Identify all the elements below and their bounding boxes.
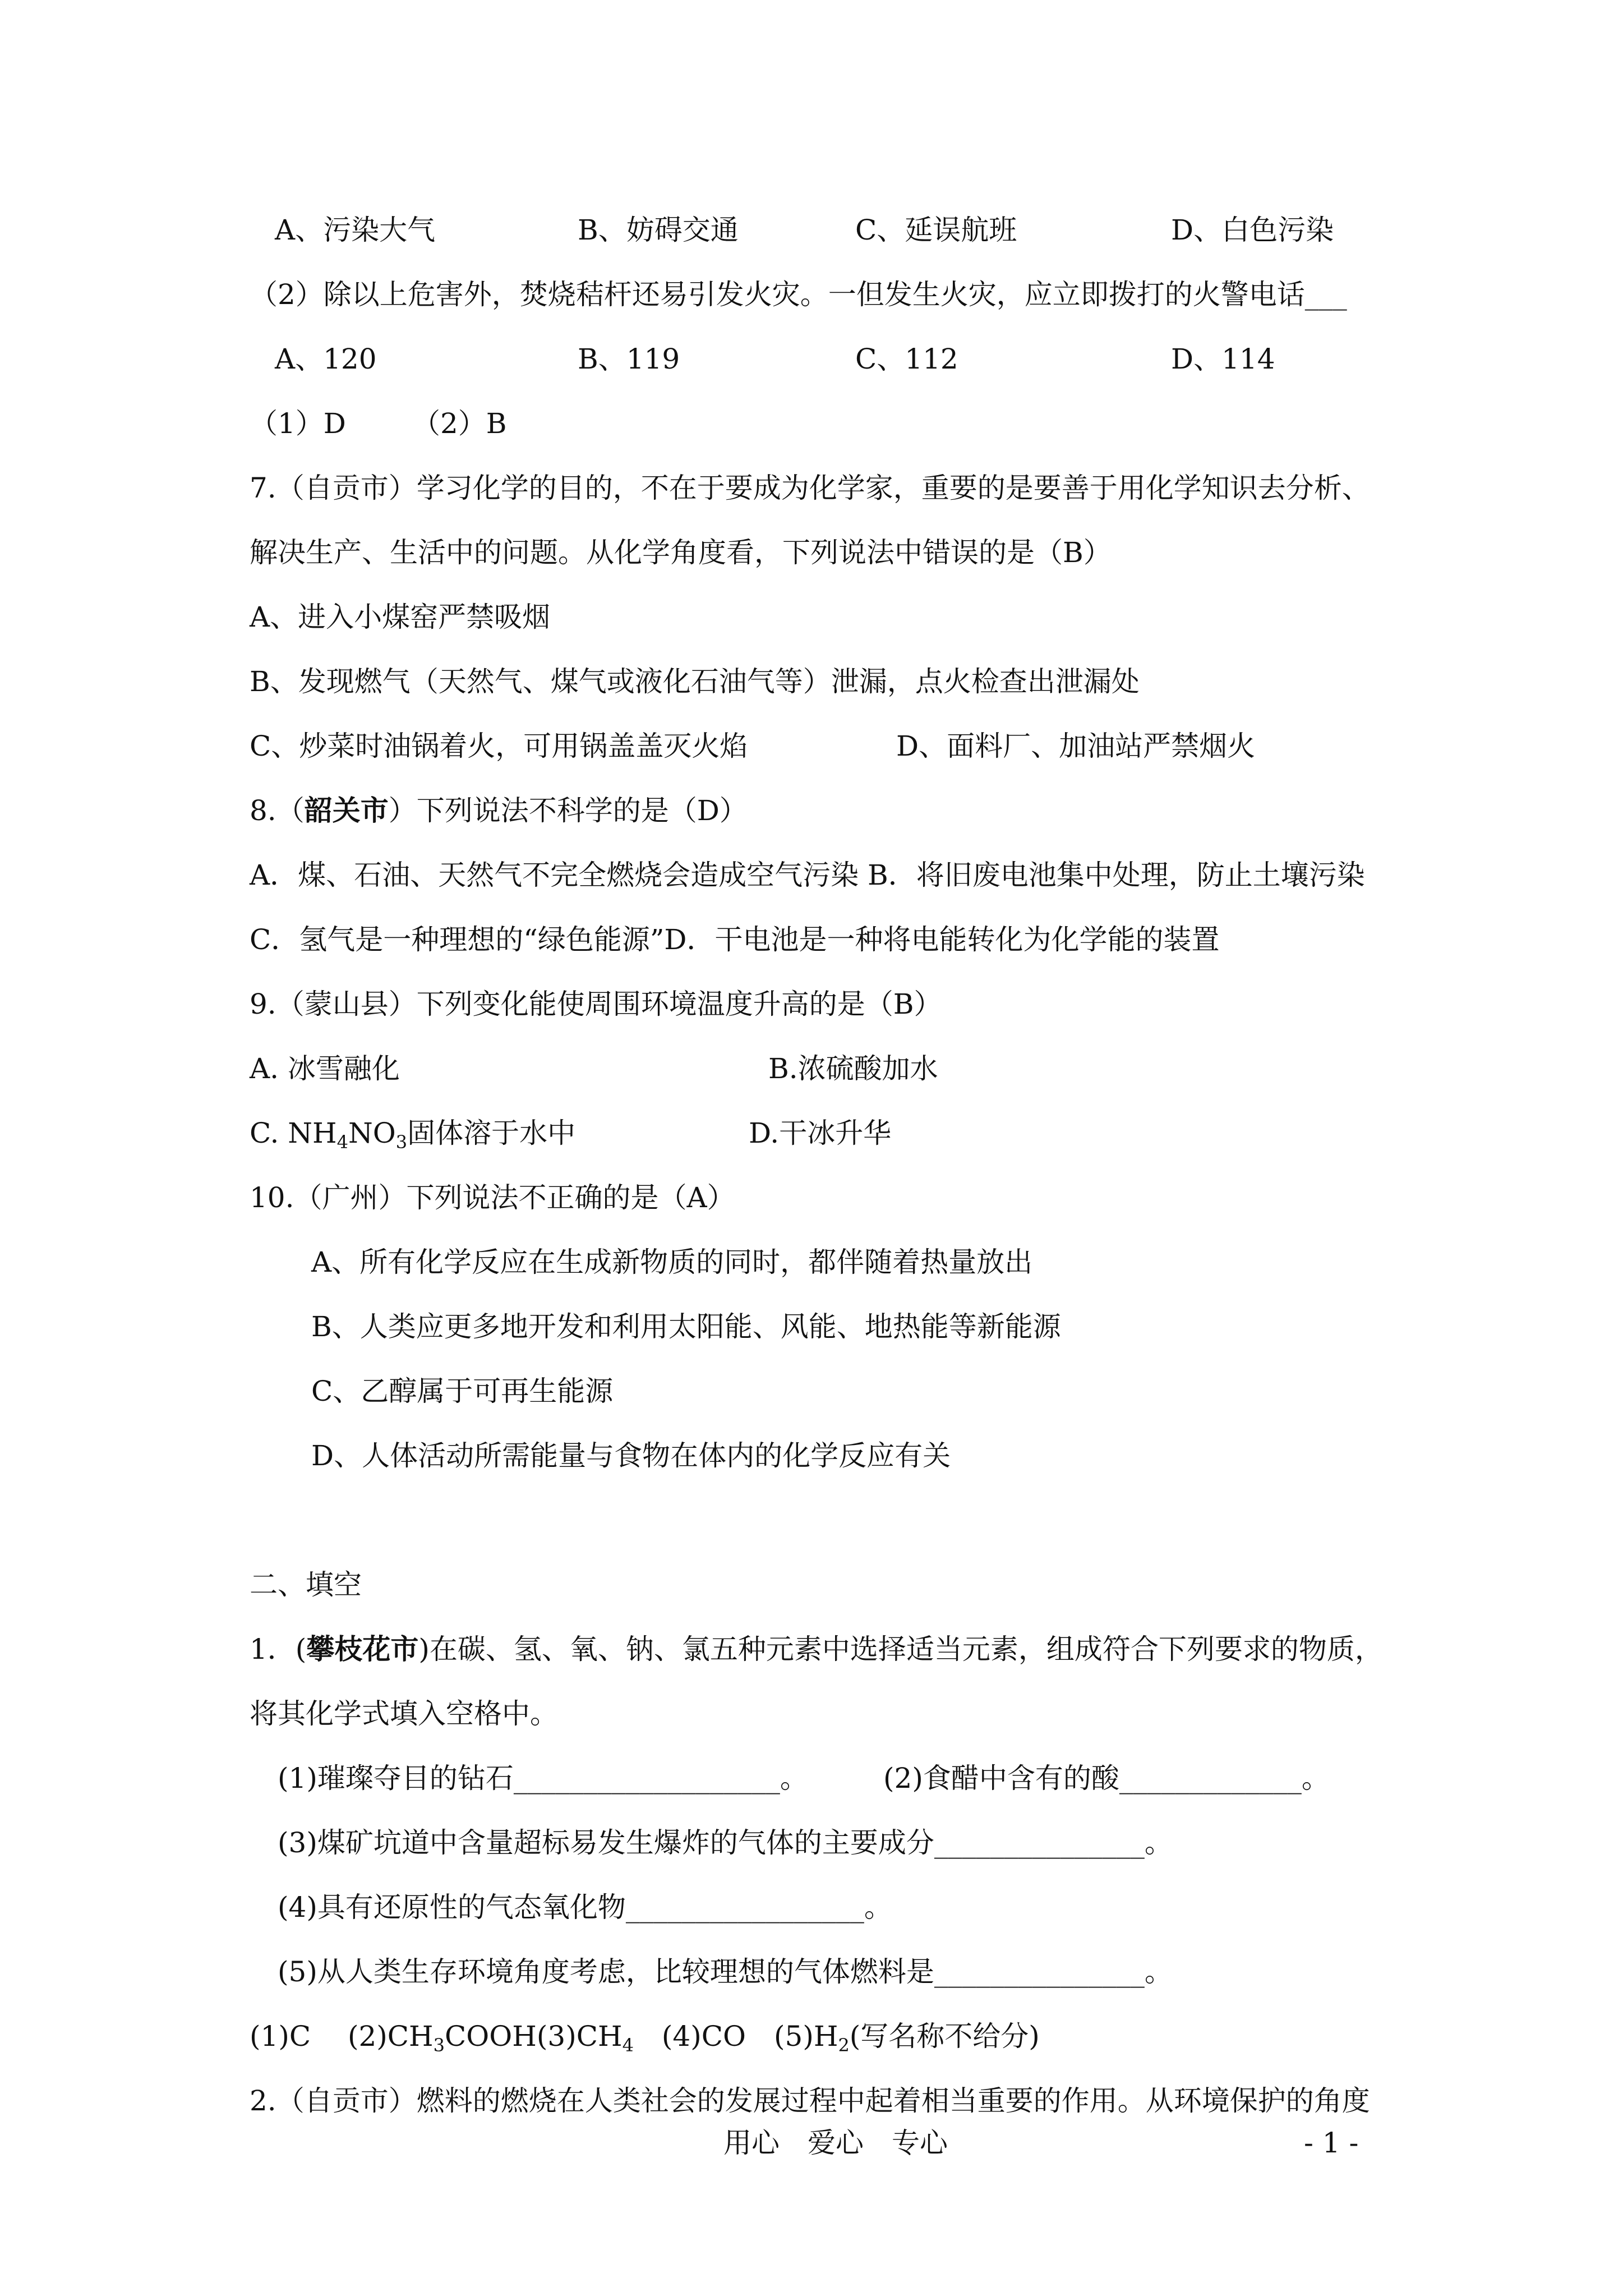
q9-option-c-text: 固体溶于水中 <box>407 1117 576 1149</box>
q6-option-d: D、白色污染 <box>1171 214 1334 246</box>
fill1-answer-subscript: 4 <box>622 2035 634 2056</box>
q9-option-c-text: C. NH <box>250 1117 337 1149</box>
q8-stem <box>250 794 748 827</box>
fill2-stem-line1: 2.（自贡市）燃料的燃烧在人类社会的发展过程中起着相当重要的作用。从环境保护的角度 <box>250 2085 1370 2117</box>
q9-option-c <box>250 1116 576 1153</box>
fill1-stem-text: )在碳、氢、氧、钠、氯五种元素中选择适当元素，组成符合下列要求的物质， <box>418 1633 1383 1665</box>
fill1-number: 1．( <box>250 1633 307 1665</box>
q10-option-a: A、所有化学反应在生成新物质的同时，都伴随着热量放出 <box>311 1246 1033 1278</box>
fill1-stem-line2: 将其化学式填入空格中。 <box>250 1697 558 1730</box>
q10-option-c: C、乙醇属于可再生能源 <box>311 1375 614 1407</box>
fill1-item-2: (2)食醋中含有的酸_____________。 <box>883 1762 1330 1795</box>
q6-answer-2: （2）B <box>412 407 507 440</box>
q9-option-b: B.浓硫酸加水 <box>768 1052 938 1085</box>
fill1-answer <box>250 2019 1040 2056</box>
q7-stem-line2: 解决生产、生活中的问题。从化学角度看，下列说法中错误的是（B） <box>250 536 1112 569</box>
q7-option-c: C、炒菜时油锅着火，可用锅盖盖灭火焰 <box>250 730 748 762</box>
q6-option-b: B、妨碍交通 <box>578 214 739 246</box>
fill1-item-4: (4)具有还原性的气态氧化物_________________。 <box>278 1891 892 1924</box>
q9-stem: 9.（蒙山县）下列变化能使周围环境温度升高的是（B） <box>250 988 942 1020</box>
q9-option-a: A. 冰雪融化 <box>250 1052 400 1085</box>
fill1-answer-text: (4)CO (5)H <box>633 2020 838 2053</box>
fill1-answer-text: (1)C (2)CH <box>250 2020 434 2053</box>
q6-option-a: A、污染大气 <box>275 214 436 246</box>
page-number: - 1 - <box>1304 2127 1359 2159</box>
q6-answer-1: （1）D <box>250 407 346 440</box>
fill1-answer-subscript: 3 <box>433 2035 445 2056</box>
q10-stem: 10.（广州）下列说法不正确的是（A） <box>250 1181 735 1214</box>
q6-part2-option-a: A、120 <box>275 343 377 375</box>
q6-part2: （2）除以上危害外，焚烧秸杆还易引发火灾。一但发生火灾，应立即拨打的火警电话___ <box>250 278 1347 311</box>
fill1-answer-text: COOH(3)CH <box>445 2020 623 2053</box>
footer-motto: 用心 爱心 专心 <box>723 2127 948 2159</box>
q9-option-c-text: NO <box>348 1117 396 1149</box>
q8-stem-text: ）下列说法不科学的是（D） <box>388 794 748 827</box>
fill1-stem-line1 <box>250 1632 1383 1666</box>
q8-options-cd: C．氢气是一种理想的“绿色能源”D．干电池是一种将电能转化为化学能的装置 <box>250 923 1220 956</box>
q7-stem-line1: 7.（自贡市）学习化学的目的，不在于要成为化学家，重要的是要善于用化学知识去分析、 <box>250 472 1370 504</box>
fill1-item-1: (1)璀璨夺目的钻石___________________。 <box>278 1762 808 1795</box>
q9-option-c-subscript: 3 <box>395 1131 408 1153</box>
section-heading: 二、填空 <box>250 1568 362 1601</box>
fill1-answer-subscript: 2 <box>838 2035 850 2056</box>
q8-options-ab: A．煤、石油、天然气不完全燃烧会造成空气污染 B．将旧废电池集中处理，防止土壤污染 <box>250 859 1365 891</box>
q8-city: 韶关市 <box>304 794 389 827</box>
fill1-item-3: (3)煤矿坑道中含量超标易发生爆炸的气体的主要成分_______________。 <box>278 1826 1173 1859</box>
q6-part2-option-b: B、119 <box>578 343 680 375</box>
q10-option-b: B、人类应更多地开发和利用太阳能、风能、地热能等新能源 <box>311 1310 1061 1343</box>
fill1-item-5: (5)从人类生存环境角度考虑，比较理想的气体燃料是_______________。 <box>278 1955 1173 1988</box>
q7-option-b: B、发现燃气（天然气、煤气或液化石油气等）泄漏，点火检查出泄漏处 <box>250 665 1140 698</box>
q7-option-d: D、面料厂、加油站严禁烟火 <box>896 730 1256 762</box>
q6-part2-option-d: D、114 <box>1171 343 1275 375</box>
q8-number: 8.（ <box>250 794 305 827</box>
fill1-answer-text: (写名称不给分) <box>849 2020 1040 2053</box>
q9-option-d: D.干冰升华 <box>749 1117 892 1149</box>
fill1-city: 攀枝花市 <box>306 1632 419 1665</box>
q7-option-a: A、进入小煤窑严禁吸烟 <box>250 601 551 633</box>
q9-option-c-subscript: 4 <box>336 1131 348 1153</box>
q6-part2-option-c: C、112 <box>855 343 958 375</box>
q6-option-c: C、延误航班 <box>855 214 1017 246</box>
q10-option-d: D、人体活动所需能量与食物在体内的化学反应有关 <box>311 1439 951 1472</box>
